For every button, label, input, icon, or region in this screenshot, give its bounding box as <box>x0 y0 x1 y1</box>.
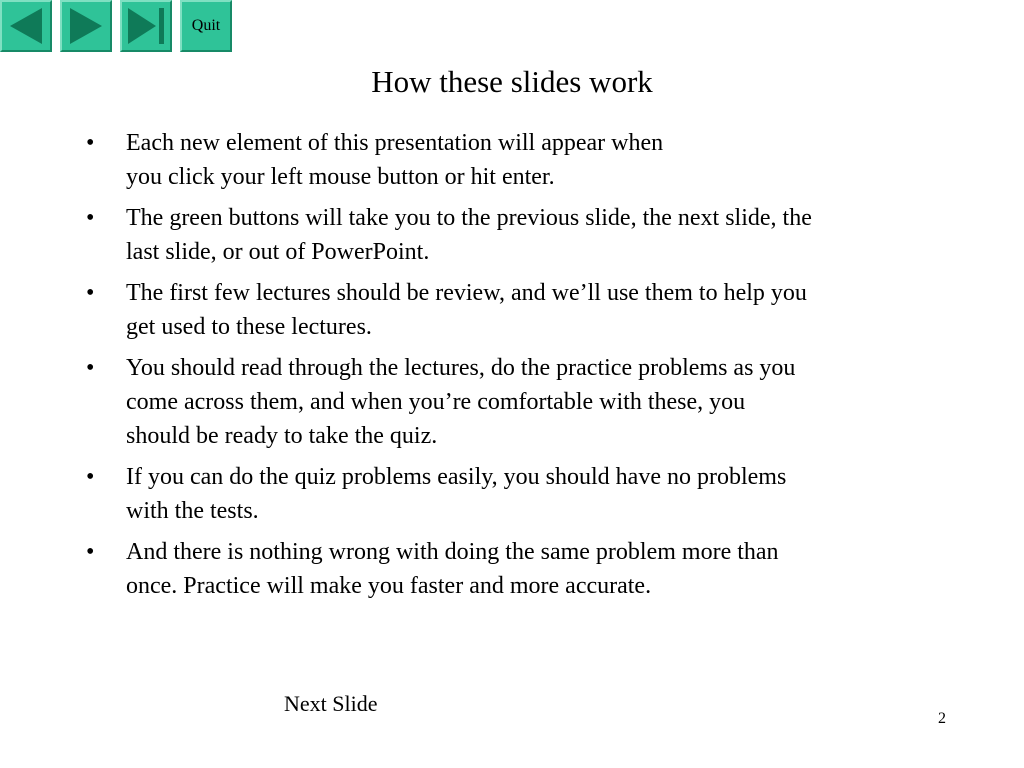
last-slide-button[interactable] <box>120 0 172 52</box>
bullet-text-line: The first few lectures should be review, and we’ll use them to help you <box>126 280 807 306</box>
bullet-marker: • <box>86 539 95 565</box>
bullet-text-line: You should read through the lectures, do the practice problems as you <box>126 355 796 381</box>
bullet-text-line: last slide, or out of PowerPoint. <box>126 239 430 265</box>
bullet-text-line: with the tests. <box>126 498 259 524</box>
bullet-item <box>86 535 956 603</box>
triangle-left-icon <box>2 2 50 50</box>
bullet-text-line: should be ready to take the quiz. <box>126 423 438 449</box>
navigation-bar <box>0 0 240 52</box>
previous-slide-button[interactable] <box>0 0 52 52</box>
bullet-item <box>86 201 956 269</box>
slide-title: How these slides work <box>371 64 653 99</box>
bullet-text-line: come across them, and when you’re comfortable with these, you <box>126 389 746 415</box>
bullet-item <box>86 351 956 453</box>
bullet-text-line: Each new element of this presentation will appear when <box>126 130 664 156</box>
bullet-item <box>86 276 956 344</box>
bullet-marker: • <box>86 130 95 156</box>
bullet-text-line: you click your left mouse button or hit enter. <box>126 164 555 190</box>
triangle-right-icon <box>62 2 110 50</box>
next-slide-link[interactable]: Next Slide <box>284 691 378 716</box>
bullet-text-line: get used to these lectures. <box>126 314 372 340</box>
quit-label: Quit <box>191 17 221 34</box>
slide-number: 2 <box>938 710 946 727</box>
bullet-item <box>86 460 956 528</box>
next-slide-button[interactable] <box>60 0 112 52</box>
quit-button[interactable] <box>180 0 232 52</box>
bullet-text-line: once. Practice will make you faster and more accurate. <box>126 573 652 599</box>
bullet-list <box>86 126 956 610</box>
bullet-marker: • <box>86 464 95 490</box>
skip-to-end-icon <box>122 2 170 50</box>
bullet-marker: • <box>86 205 95 231</box>
bullet-text-line: The green buttons will take you to the previous slide, the next slide, the <box>126 205 812 231</box>
bullet-text-line: And there is nothing wrong with doing the same problem more than <box>126 539 779 565</box>
bullet-text-line: If you can do the quiz problems easily, you should have no problems <box>126 464 787 490</box>
bullet-marker: • <box>86 355 95 381</box>
bullet-item <box>86 126 956 194</box>
bullet-marker: • <box>86 280 95 306</box>
